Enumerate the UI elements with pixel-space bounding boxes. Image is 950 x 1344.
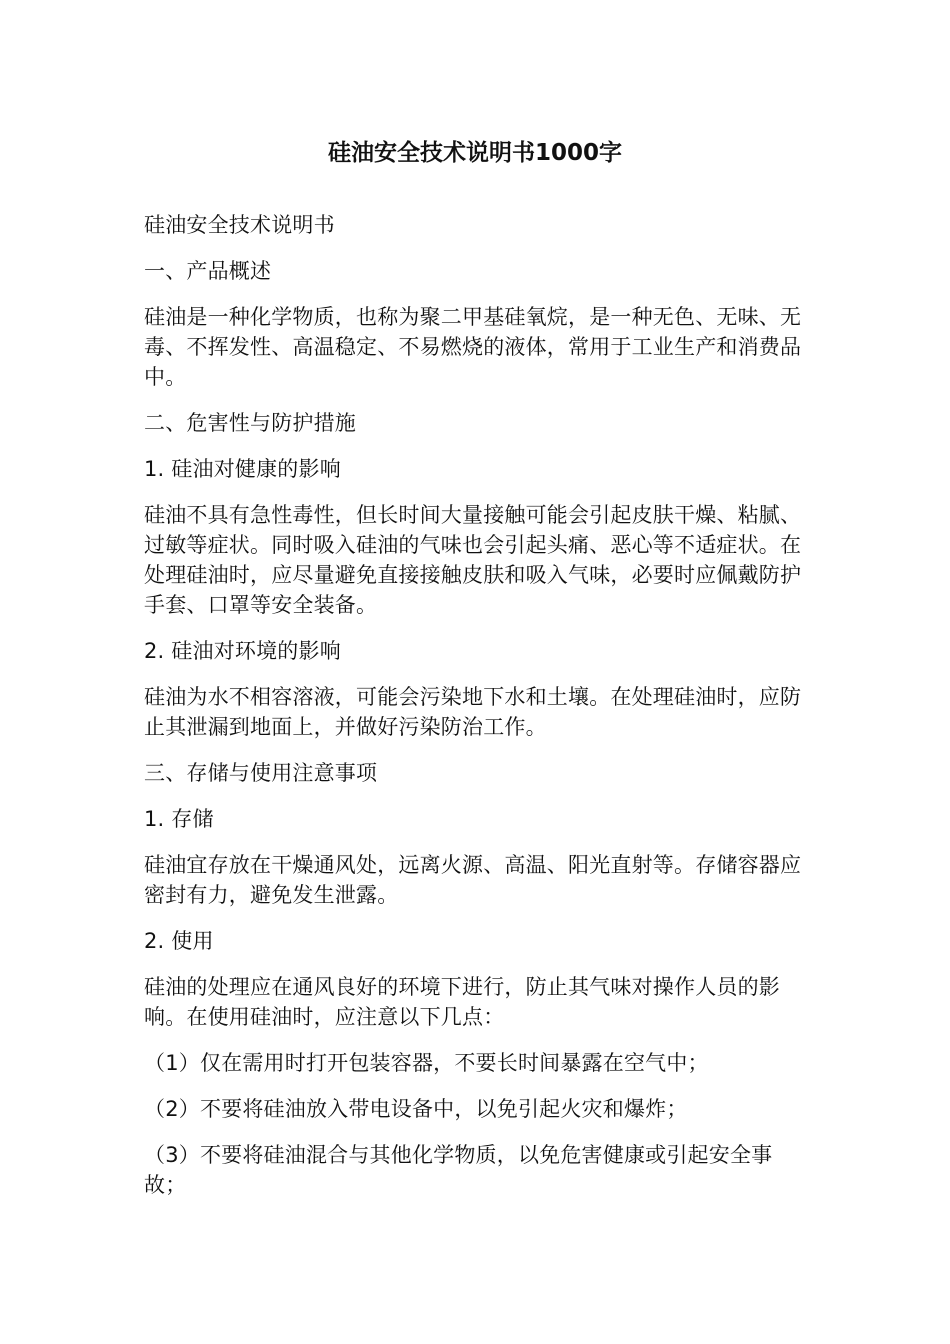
paragraph-health: 硅油不具有急性毒性，但长时间大量接触可能会引起皮肤干燥、粘腻、过敏等症状。同时吸入硅油的气味也会引起头痛、恶心等不适症状。在处理硅油时，应尽量避免直接接触皮肤和吸入气味，必要时应佩戴防护手套、口罩等安全装备。	[144, 503, 802, 617]
list-item: （3）不要将硅油混合与其他化学物质，以免危害健康或引起安全事故；	[144, 1143, 773, 1197]
paragraph-storage: 硅油宜存放在干燥通风处，远离火源、高温、阳光直射等。存储容器应密封有力，避免发生泄露。	[144, 853, 802, 907]
subheading-environment: 2. 硅油对环境的影响	[144, 639, 341, 663]
subheading-storage: 1. 存储	[144, 807, 214, 831]
list-item: （2）不要将硅油放入带电设备中，以免引起火灾和爆炸；	[144, 1097, 688, 1121]
paragraph-overview: 硅油是一种化学物质，也称为聚二甲基硅氧烷，是一种无色、无味、无毒、不挥发性、高温稳定、不易燃烧的液体，常用于工业生产和消费品中。	[144, 305, 802, 389]
section-heading-overview: 一、产品概述	[144, 259, 272, 283]
section-heading-storage-use: 三、存储与使用注意事项	[144, 761, 378, 785]
document-body	[144, 210, 814, 1216]
paragraph-use: 硅油的处理应在通风良好的环境下进行，防止其气味对操作人员的影响。在使用硅油时，应注意以下几点：	[144, 975, 780, 1029]
section-heading-hazards: 二、危害性与防护措施	[144, 411, 356, 435]
doc-subtitle: 硅油安全技术说明书	[144, 213, 335, 237]
subheading-health: 1. 硅油对健康的影响	[144, 457, 341, 481]
document-title: 硅油安全技术说明书1000字	[327, 140, 622, 166]
paragraph-environment: 硅油为水不相容溶液，可能会污染地下水和土壤。在处理硅油时，应防止其泄漏到地面上，并做好污染防治工作。	[144, 685, 802, 739]
subheading-use: 2. 使用	[144, 929, 214, 953]
list-item: （1）仅在需用时打开包装容器，不要长时间暴露在空气中；	[144, 1051, 709, 1075]
